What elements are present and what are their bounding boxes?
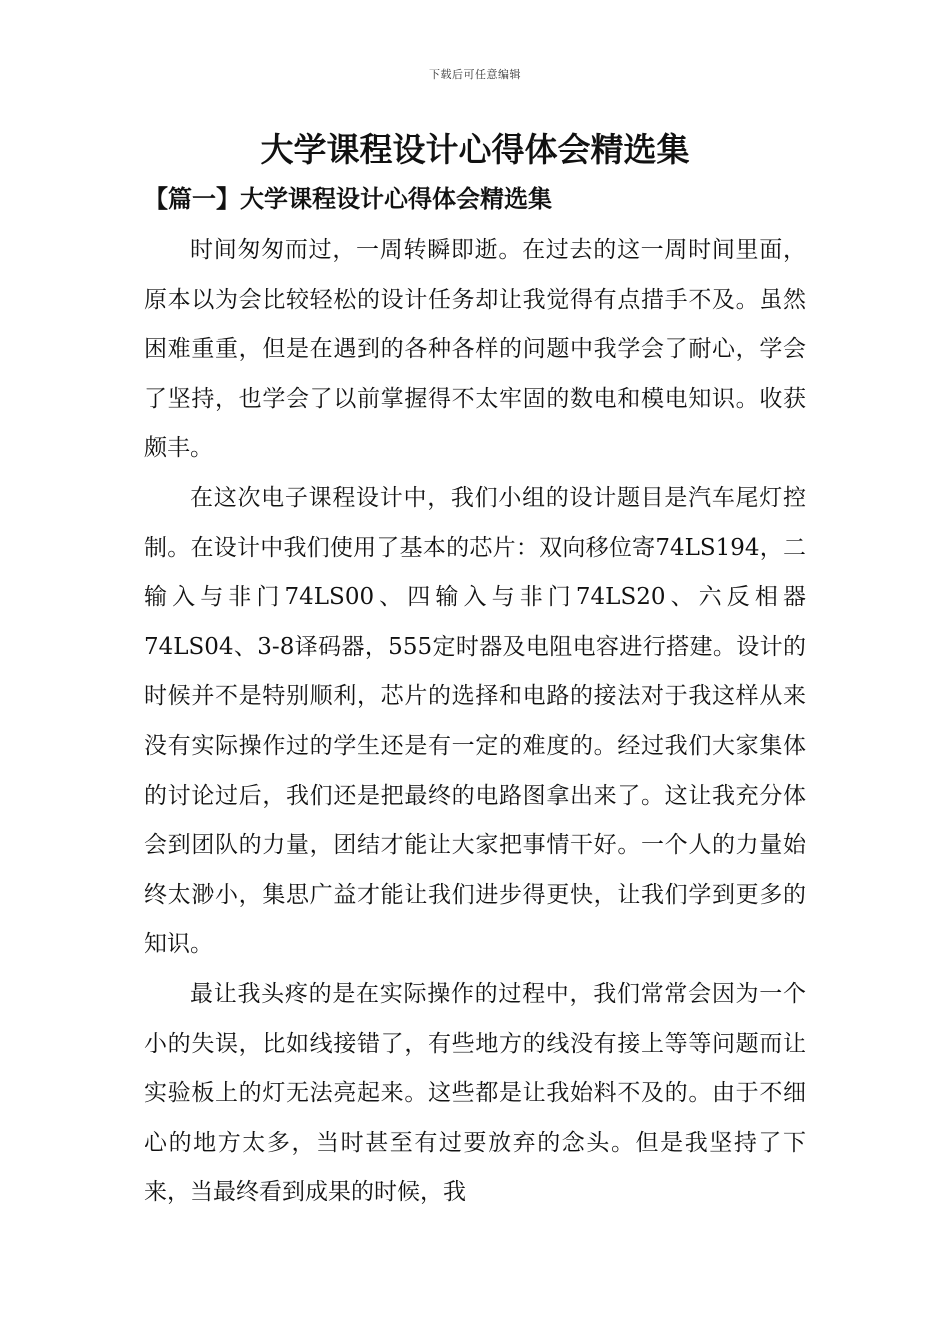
section-heading: 【篇一】大学课程设计心得体会精选集 bbox=[144, 184, 552, 213]
paragraph-2: 在这次电子课程设计中，我们小组的设计题目是汽车尾灯控制。在设计中我们使用了基本的芯片：双向移位寄74LS194，二输入与非门74LS00、四输入与非门74LS20、六反相器74LS04、3-8译码器，555定时器及电阻电容进行搭建。设计的时候并不是特别顺利，芯片的选择和电路的接法对于我这样从来没有实际操作过的学生还是有一定的难度的。经过我们大家集体的讨论过后，我们还是把最终的电路图拿出来了。这让我充分体会到团队的力量，团结才能让大家把事情干好。一个人的力量始终太渺小，集思广益才能让我们进步得更快，让我们学到更多的知识。 bbox=[144, 484, 806, 958]
body-text bbox=[144, 226, 806, 1218]
header-note: 下载后可任意编辑 bbox=[429, 68, 521, 81]
paragraph-1: 时间匆匆而过，一周转瞬即逝。在过去的这一周时间里面，原本以为会比较轻松的设计任务却让我觉得有点措手不及。虽然困难重重，但是在遇到的各种各样的问题中我学会了耐心，学会了坚持，也学会了以前掌握得不太牢固的数电和模电知识。收获颇丰。 bbox=[144, 237, 806, 462]
paragraph-3: 最让我头疼的是在实际操作的过程中，我们常常会因为一个小的失误，比如线接错了，有些地方的线没有接上等等问题而让实验板上的灯无法亮起来。这些都是让我始料不及的。由于不细心的地方太多，当时甚至有过要放弃的念头。但是我坚持了下来，当最终看到成果的时候，我 bbox=[144, 980, 806, 1206]
document-title: 大学课程设计心得体会精选集 bbox=[260, 130, 690, 169]
